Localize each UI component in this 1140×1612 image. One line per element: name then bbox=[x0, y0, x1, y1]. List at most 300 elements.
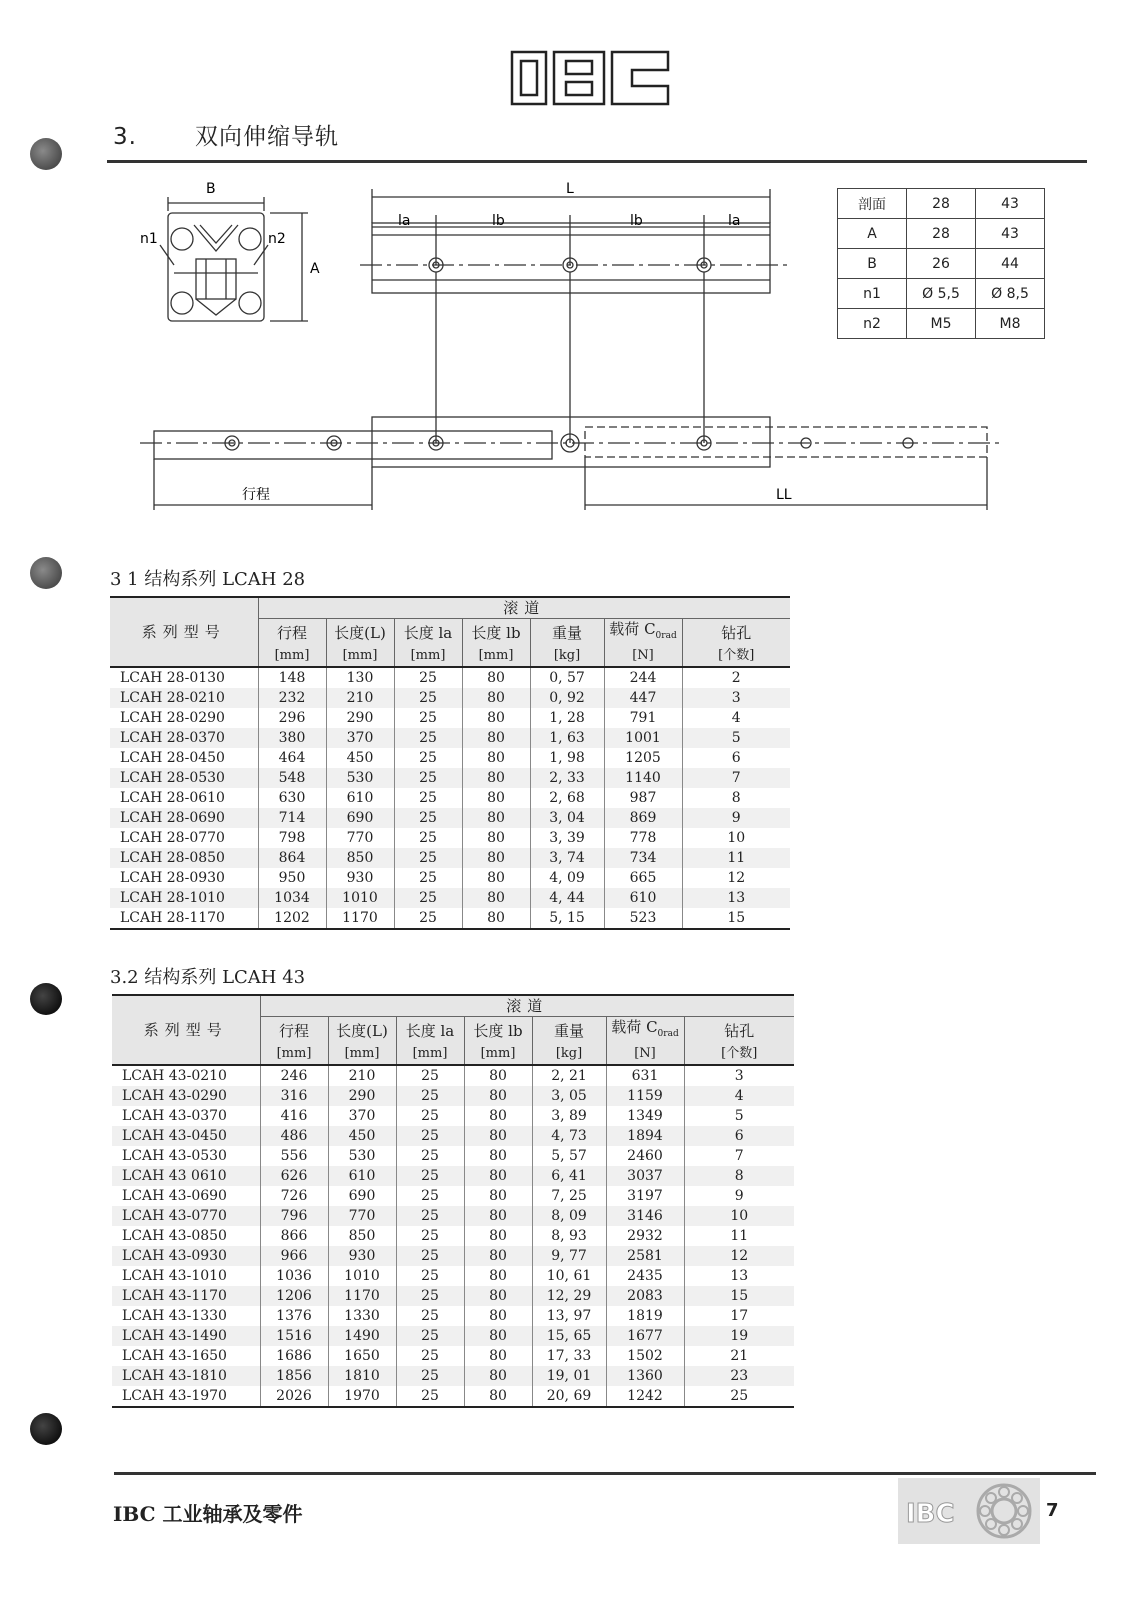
col-length-l: 长度(L) bbox=[328, 1017, 396, 1045]
footer-title: IBC 工业轴承及零件 bbox=[113, 1502, 303, 1526]
spec-row: n1 Ø 5,5 Ø 8,5 bbox=[838, 279, 1045, 309]
value-cell: 1856 bbox=[260, 1366, 328, 1386]
value-cell: 370 bbox=[326, 728, 394, 748]
footer-rule bbox=[114, 1472, 1096, 1475]
value-cell: 25 bbox=[396, 1306, 464, 1326]
value-cell: 80 bbox=[462, 908, 530, 929]
model-cell: LCAH 43-1490 bbox=[112, 1326, 260, 1346]
value-cell: 80 bbox=[464, 1126, 532, 1146]
value-cell: 25 bbox=[394, 688, 462, 708]
value-cell: 1036 bbox=[260, 1266, 328, 1286]
value-cell: 25 bbox=[394, 908, 462, 929]
value-cell: 80 bbox=[462, 667, 530, 688]
value-cell: 80 bbox=[462, 688, 530, 708]
value-cell: 80 bbox=[462, 768, 530, 788]
col-weight: 重量 bbox=[532, 1017, 606, 1045]
table-row bbox=[110, 788, 790, 808]
value-cell: 1, 63 bbox=[530, 728, 604, 748]
model-cell: LCAH 43-0770 bbox=[112, 1206, 260, 1226]
punch-hole bbox=[30, 138, 62, 170]
value-cell: 1819 bbox=[606, 1306, 684, 1326]
value-cell: 25 bbox=[394, 748, 462, 768]
col-length-la: 长度 la bbox=[394, 619, 462, 647]
value-cell: 1001 bbox=[604, 728, 682, 748]
value-cell: 25 bbox=[396, 1386, 464, 1407]
value-cell: 210 bbox=[328, 1065, 396, 1086]
value-cell: 8, 09 bbox=[532, 1206, 606, 1226]
punch-hole bbox=[30, 557, 62, 589]
value-cell: 19 bbox=[684, 1326, 794, 1346]
value-cell: 2460 bbox=[606, 1146, 684, 1166]
model-cell: LCAH 28-0770 bbox=[120, 830, 225, 846]
model-cell: LCAH 28-1170 bbox=[110, 908, 258, 929]
table-row bbox=[112, 1346, 794, 1366]
table-row bbox=[110, 748, 790, 768]
value-cell: 930 bbox=[328, 1246, 396, 1266]
value-cell: 17 bbox=[684, 1306, 794, 1326]
value-cell: 2, 21 bbox=[532, 1065, 606, 1086]
value-cell: 25 bbox=[396, 1366, 464, 1386]
col-model: 系列型号 bbox=[112, 995, 260, 1065]
value-cell: 9 bbox=[682, 808, 790, 828]
model-cell: LCAH 43-0290 bbox=[112, 1086, 260, 1106]
table-row bbox=[110, 728, 790, 748]
value-cell: 25 bbox=[396, 1086, 464, 1106]
table-row bbox=[110, 888, 790, 908]
value-cell: 148 bbox=[258, 667, 326, 688]
col-length-lb: 长度 lb bbox=[464, 1017, 532, 1045]
value-cell: 80 bbox=[462, 888, 530, 908]
model-cell: LCAH 28-1010 bbox=[110, 888, 258, 908]
value-cell: 21 bbox=[684, 1346, 794, 1366]
value-cell: 25 bbox=[396, 1146, 464, 1166]
value-cell: 2, 68 bbox=[530, 788, 604, 808]
value-cell: 2435 bbox=[606, 1266, 684, 1286]
value-cell: 11 bbox=[684, 1226, 794, 1246]
dim-label-l: L bbox=[566, 181, 574, 197]
value-cell: 1650 bbox=[328, 1346, 396, 1366]
value-cell: 80 bbox=[464, 1086, 532, 1106]
spec-row: A 28 43 bbox=[838, 219, 1045, 249]
punch-hole bbox=[30, 1413, 62, 1445]
value-cell: 3, 04 bbox=[530, 808, 604, 828]
value-cell: 25 bbox=[396, 1106, 464, 1126]
model-cell: LCAH 43-0450 bbox=[112, 1126, 260, 1146]
value-cell: 4, 73 bbox=[532, 1126, 606, 1146]
value-cell: 25 bbox=[394, 708, 462, 728]
col-stroke: 行程 bbox=[258, 619, 326, 647]
value-cell: 7, 25 bbox=[532, 1186, 606, 1206]
model-cell: LCAH 43-1970 bbox=[112, 1386, 260, 1407]
value-cell: 987 bbox=[604, 788, 682, 808]
value-cell: 796 bbox=[260, 1206, 328, 1226]
table-row bbox=[112, 1186, 794, 1206]
value-cell: 25 bbox=[394, 728, 462, 748]
model-cell: LCAH 28-0210 bbox=[110, 688, 258, 708]
col-load: 载荷 $C_{0rad}$ bbox=[604, 619, 682, 647]
table-row bbox=[110, 708, 790, 728]
value-cell: 3 bbox=[684, 1065, 794, 1086]
value-cell: 19, 01 bbox=[532, 1366, 606, 1386]
value-cell: 610 bbox=[328, 1166, 396, 1186]
value-cell: 778 bbox=[604, 828, 682, 848]
value-cell: 1810 bbox=[328, 1366, 396, 1386]
value-cell: 966 bbox=[260, 1246, 328, 1266]
value-cell: 13, 97 bbox=[532, 1306, 606, 1326]
value-cell: 6, 41 bbox=[532, 1166, 606, 1186]
spec-row: n2 M5 M8 bbox=[838, 309, 1045, 339]
value-cell: 630 bbox=[258, 788, 326, 808]
value-cell: 10 bbox=[684, 1206, 794, 1226]
dim-label-ll: LL bbox=[776, 487, 792, 503]
value-cell: 25 bbox=[394, 667, 462, 688]
col-weight: 重量 bbox=[530, 619, 604, 647]
value-cell: 80 bbox=[464, 1386, 532, 1407]
table-row bbox=[112, 1126, 794, 1146]
value-cell: 1894 bbox=[606, 1126, 684, 1146]
value-cell: 9 bbox=[684, 1186, 794, 1206]
value-cell: 1, 28 bbox=[530, 708, 604, 728]
value-cell: 1677 bbox=[606, 1326, 684, 1346]
value-cell: 25 bbox=[394, 888, 462, 908]
dim-label-n1: n1 bbox=[140, 231, 158, 247]
value-cell: 13 bbox=[684, 1266, 794, 1286]
value-cell: 610 bbox=[326, 788, 394, 808]
table-row bbox=[112, 1106, 794, 1126]
model-cell: LCAH 28-0690 bbox=[110, 808, 258, 828]
value-cell: 416 bbox=[260, 1106, 328, 1126]
dim-label-la: la bbox=[398, 213, 411, 229]
model-cell: LCAH 43-0850 bbox=[122, 1228, 227, 1244]
value-cell: 5, 57 bbox=[532, 1146, 606, 1166]
value-cell: 530 bbox=[328, 1146, 396, 1166]
table-row bbox=[112, 1326, 794, 1346]
model-cell: LCAH 43-1170 bbox=[112, 1286, 260, 1306]
value-cell: 1490 bbox=[328, 1326, 396, 1346]
value-cell: 950 bbox=[258, 868, 326, 888]
svg-text:IBC: IBC bbox=[906, 1499, 955, 1529]
dim-label-lb: lb bbox=[630, 213, 643, 229]
col-length-l: 长度(L) bbox=[326, 619, 394, 647]
value-cell: 864 bbox=[258, 848, 326, 868]
value-cell: 6 bbox=[684, 1126, 794, 1146]
value-cell: 3037 bbox=[606, 1166, 684, 1186]
value-cell: 3 bbox=[682, 688, 790, 708]
dim-label-n2: n2 bbox=[268, 231, 286, 247]
value-cell: 130 bbox=[326, 667, 394, 688]
spec-row: B 26 44 bbox=[838, 249, 1045, 279]
value-cell: 1, 98 bbox=[530, 748, 604, 768]
model-cell: LCAH 43-1330 bbox=[122, 1308, 227, 1324]
value-cell: 0, 92 bbox=[530, 688, 604, 708]
value-cell: 80 bbox=[462, 748, 530, 768]
value-cell: 25 bbox=[394, 868, 462, 888]
value-cell: 11 bbox=[682, 848, 790, 868]
value-cell: 2581 bbox=[606, 1246, 684, 1266]
table-row bbox=[110, 808, 790, 828]
value-cell: 1502 bbox=[606, 1346, 684, 1366]
value-cell: 726 bbox=[260, 1186, 328, 1206]
value-cell: 210 bbox=[326, 688, 394, 708]
table-row bbox=[112, 1246, 794, 1266]
value-cell: 523 bbox=[604, 908, 682, 929]
model-cell: LCAH 43-1650 bbox=[122, 1348, 227, 1364]
value-cell: 25 bbox=[396, 1166, 464, 1186]
value-cell: 1330 bbox=[328, 1306, 396, 1326]
value-cell: 1140 bbox=[604, 768, 682, 788]
value-cell: 610 bbox=[604, 888, 682, 908]
value-cell: 2026 bbox=[260, 1386, 328, 1407]
value-cell: 4, 44 bbox=[530, 888, 604, 908]
value-cell: 15, 65 bbox=[532, 1326, 606, 1346]
value-cell: 850 bbox=[326, 848, 394, 868]
value-cell: 1010 bbox=[326, 888, 394, 908]
table1-title: 3 1 结构系列 LCAH 28 bbox=[110, 569, 306, 590]
model-cell: LCAH 28-0290 bbox=[120, 710, 225, 726]
table-row bbox=[112, 1146, 794, 1166]
model-cell: LCAH 28-0530 bbox=[110, 768, 258, 788]
value-cell: 10, 61 bbox=[532, 1266, 606, 1286]
value-cell: 25 bbox=[396, 1206, 464, 1226]
value-cell: 80 bbox=[462, 868, 530, 888]
value-cell: 791 bbox=[604, 708, 682, 728]
lcah28-table: 系列型号 滚道 行程 长度(L) 长度 la 长度 lb 重量 载荷 $C_{0rad}$ 钻孔 [mm] [mm] [mm] [mm] [kg] [N] [个数] LCAH 28-0130 148 130 25 80 0, 57 244 2 LCAH 28-0210 232 210 25 80 0, 92 447 3 LCAH 28-0290 296 290 25 80 1, 28 791 4 LCAH 28-0370 380 370 25 80 1, 63 1001 5 LCAH 28-0450 464 450 25 80 1, 98 1205 6 LCAH 28-0530 548 530 25 80 2, 33 1140 7 LCAH 28-0610 630 610 25 80 2, 68 987 8 LCAH 28-0690 714 690 25 80 3, 04 869 9 LCAH 28-0770 798 770 25 80 3, 39 778 10 LCAH 28-0850 864 850 25 80 3, 74 734 11 LCAH 28-0930 950 930 25 80 4, 09 665 12 LCAH 28-1010 1034 1010 25 80 4, 44 610 13 LCAH 28-1170 1202 1170 25 80 5, 15 523 15 bbox=[110, 596, 790, 930]
value-cell: 770 bbox=[328, 1206, 396, 1226]
value-cell: 15 bbox=[684, 1286, 794, 1306]
value-cell: 1170 bbox=[328, 1286, 396, 1306]
value-cell: 5 bbox=[684, 1106, 794, 1126]
ibc-logo bbox=[510, 50, 670, 121]
value-cell: 850 bbox=[328, 1226, 396, 1246]
section-number: 3. bbox=[113, 124, 137, 150]
value-cell: 25 bbox=[396, 1266, 464, 1286]
table-row bbox=[112, 1286, 794, 1306]
col-length-la: 长度 la bbox=[396, 1017, 464, 1045]
value-cell: 1202 bbox=[258, 908, 326, 929]
value-cell: 80 bbox=[464, 1065, 532, 1086]
value-cell: 25 bbox=[396, 1126, 464, 1146]
value-cell: 25 bbox=[684, 1386, 794, 1407]
value-cell: 80 bbox=[464, 1306, 532, 1326]
table-row bbox=[110, 688, 790, 708]
table-row bbox=[112, 1306, 794, 1326]
value-cell: 80 bbox=[464, 1326, 532, 1346]
value-cell: 25 bbox=[394, 788, 462, 808]
value-cell: 80 bbox=[464, 1106, 532, 1126]
value-cell: 530 bbox=[326, 768, 394, 788]
value-cell: 5 bbox=[682, 728, 790, 748]
header-rule bbox=[107, 160, 1087, 163]
value-cell: 734 bbox=[604, 848, 682, 868]
value-cell: 244 bbox=[604, 667, 682, 688]
value-cell: 4, 09 bbox=[530, 868, 604, 888]
section-name: 双向伸缩导轨 bbox=[195, 124, 339, 150]
profile-spec-table bbox=[837, 188, 1045, 339]
value-cell: 1242 bbox=[606, 1386, 684, 1407]
svg-text:IBC: IBC bbox=[590, 120, 592, 121]
value-cell: 80 bbox=[462, 788, 530, 808]
value-cell: 1205 bbox=[604, 748, 682, 768]
value-cell: 25 bbox=[394, 828, 462, 848]
value-cell: 80 bbox=[464, 1346, 532, 1366]
value-cell: 13 bbox=[682, 888, 790, 908]
model-cell: LCAH 28-0370 bbox=[110, 728, 258, 748]
value-cell: 80 bbox=[464, 1246, 532, 1266]
value-cell: 246 bbox=[260, 1065, 328, 1086]
model-cell: LCAH 43-0370 bbox=[122, 1108, 227, 1124]
value-cell: 447 bbox=[604, 688, 682, 708]
value-cell: 10 bbox=[682, 828, 790, 848]
group-header: 滚道 bbox=[260, 995, 794, 1017]
punch-hole bbox=[30, 983, 62, 1015]
value-cell: 869 bbox=[604, 808, 682, 828]
value-cell: 6 bbox=[682, 748, 790, 768]
table-row bbox=[112, 1206, 794, 1226]
model-cell: LCAH 43-1010 bbox=[122, 1268, 227, 1284]
model-cell: LCAH 43-0530 bbox=[122, 1148, 227, 1164]
value-cell: 9, 77 bbox=[532, 1246, 606, 1266]
value-cell: 5, 15 bbox=[530, 908, 604, 929]
value-cell: 80 bbox=[464, 1186, 532, 1206]
value-cell: 798 bbox=[258, 828, 326, 848]
section-title bbox=[113, 118, 339, 151]
model-cell: LCAH 28-0610 bbox=[120, 790, 225, 806]
value-cell: 1170 bbox=[326, 908, 394, 929]
value-cell: 3, 89 bbox=[532, 1106, 606, 1126]
dim-label-b: B bbox=[206, 181, 216, 197]
value-cell: 25 bbox=[396, 1246, 464, 1266]
dim-label-la: la bbox=[728, 213, 741, 229]
value-cell: 80 bbox=[462, 848, 530, 868]
value-cell: 23 bbox=[684, 1366, 794, 1386]
value-cell: 0, 57 bbox=[530, 667, 604, 688]
value-cell: 25 bbox=[396, 1186, 464, 1206]
table-row bbox=[110, 848, 790, 868]
model-cell: LCAH 28-0850 bbox=[110, 848, 258, 868]
value-cell: 80 bbox=[464, 1366, 532, 1386]
value-cell: 80 bbox=[462, 708, 530, 728]
value-cell: 2932 bbox=[606, 1226, 684, 1246]
model-cell: LCAH 28-0930 bbox=[120, 870, 225, 886]
spec-row: 剖面 28 43 bbox=[838, 189, 1045, 219]
value-cell: 8 bbox=[682, 788, 790, 808]
table-row bbox=[112, 1366, 794, 1386]
value-cell: 486 bbox=[260, 1126, 328, 1146]
value-cell: 80 bbox=[464, 1206, 532, 1226]
value-cell: 450 bbox=[328, 1126, 396, 1146]
table-row bbox=[112, 1065, 794, 1086]
value-cell: 1159 bbox=[606, 1086, 684, 1106]
value-cell: 25 bbox=[394, 848, 462, 868]
footer-ibc-logo bbox=[898, 1478, 1040, 1544]
col-holes: 钻孔 bbox=[682, 619, 790, 647]
value-cell: 380 bbox=[258, 728, 326, 748]
value-cell: 3197 bbox=[606, 1186, 684, 1206]
value-cell: 1360 bbox=[606, 1366, 684, 1386]
value-cell: 3, 74 bbox=[530, 848, 604, 868]
table-row bbox=[112, 1086, 794, 1106]
model-cell: LCAH 43-0210 bbox=[122, 1068, 227, 1084]
table-row bbox=[110, 667, 790, 688]
value-cell: 1010 bbox=[328, 1266, 396, 1286]
col-model: 系列型号 bbox=[110, 597, 258, 667]
value-cell: 232 bbox=[258, 688, 326, 708]
value-cell: 80 bbox=[464, 1226, 532, 1246]
value-cell: 464 bbox=[258, 748, 326, 768]
dim-label-stroke: 行程 bbox=[242, 487, 270, 503]
value-cell: 690 bbox=[326, 808, 394, 828]
value-cell: 3, 05 bbox=[532, 1086, 606, 1106]
table-row bbox=[112, 1226, 794, 1246]
value-cell: 8 bbox=[684, 1166, 794, 1186]
model-cell: LCAH 28-0130 bbox=[120, 670, 225, 686]
table-row bbox=[110, 908, 790, 929]
value-cell: 7 bbox=[684, 1146, 794, 1166]
value-cell: 25 bbox=[396, 1065, 464, 1086]
value-cell: 17, 33 bbox=[532, 1346, 606, 1366]
value-cell: 80 bbox=[464, 1166, 532, 1186]
value-cell: 20, 69 bbox=[532, 1386, 606, 1407]
dim-label-lb: lb bbox=[492, 213, 505, 229]
value-cell: 548 bbox=[258, 768, 326, 788]
value-cell: 1686 bbox=[260, 1346, 328, 1366]
table-row bbox=[110, 868, 790, 888]
value-cell: 370 bbox=[328, 1106, 396, 1126]
value-cell: 626 bbox=[260, 1166, 328, 1186]
value-cell: 25 bbox=[396, 1326, 464, 1346]
table-row bbox=[110, 828, 790, 848]
value-cell: 4 bbox=[682, 708, 790, 728]
value-cell: 866 bbox=[260, 1226, 328, 1246]
value-cell: 665 bbox=[604, 868, 682, 888]
value-cell: 2, 33 bbox=[530, 768, 604, 788]
table-row bbox=[112, 1166, 794, 1186]
value-cell: 1349 bbox=[606, 1106, 684, 1126]
value-cell: 7 bbox=[682, 768, 790, 788]
model-cell: LCAH 28-0450 bbox=[120, 750, 225, 766]
value-cell: 770 bbox=[326, 828, 394, 848]
value-cell: 25 bbox=[396, 1286, 464, 1306]
value-cell: 1206 bbox=[260, 1286, 328, 1306]
value-cell: 1376 bbox=[260, 1306, 328, 1326]
model-cell: LCAH 43-0690 bbox=[122, 1188, 227, 1204]
col-stroke: 行程 bbox=[260, 1017, 328, 1045]
value-cell: 296 bbox=[258, 708, 326, 728]
value-cell: 80 bbox=[464, 1266, 532, 1286]
value-cell: 1034 bbox=[258, 888, 326, 908]
group-header: 滚道 bbox=[258, 597, 790, 619]
col-holes: 钻孔 bbox=[684, 1017, 794, 1045]
value-cell: 556 bbox=[260, 1146, 328, 1166]
dim-label-a: A bbox=[310, 261, 320, 277]
value-cell: 690 bbox=[328, 1186, 396, 1206]
value-cell: 12 bbox=[684, 1246, 794, 1266]
value-cell: 2083 bbox=[606, 1286, 684, 1306]
value-cell: 714 bbox=[258, 808, 326, 828]
model-cell: LCAH 43 0610 bbox=[112, 1166, 260, 1186]
value-cell: 12 bbox=[682, 868, 790, 888]
table2-title: 3.2 结构系列 LCAH 43 bbox=[110, 967, 306, 988]
value-cell: 2 bbox=[682, 667, 790, 688]
value-cell: 25 bbox=[394, 808, 462, 828]
value-cell: 316 bbox=[260, 1086, 328, 1106]
value-cell: 450 bbox=[326, 748, 394, 768]
col-load: 载荷 $C_{0rad}$ bbox=[606, 1017, 684, 1045]
value-cell: 3146 bbox=[606, 1206, 684, 1226]
value-cell: 930 bbox=[326, 868, 394, 888]
table-row bbox=[110, 768, 790, 788]
value-cell: 80 bbox=[464, 1286, 532, 1306]
